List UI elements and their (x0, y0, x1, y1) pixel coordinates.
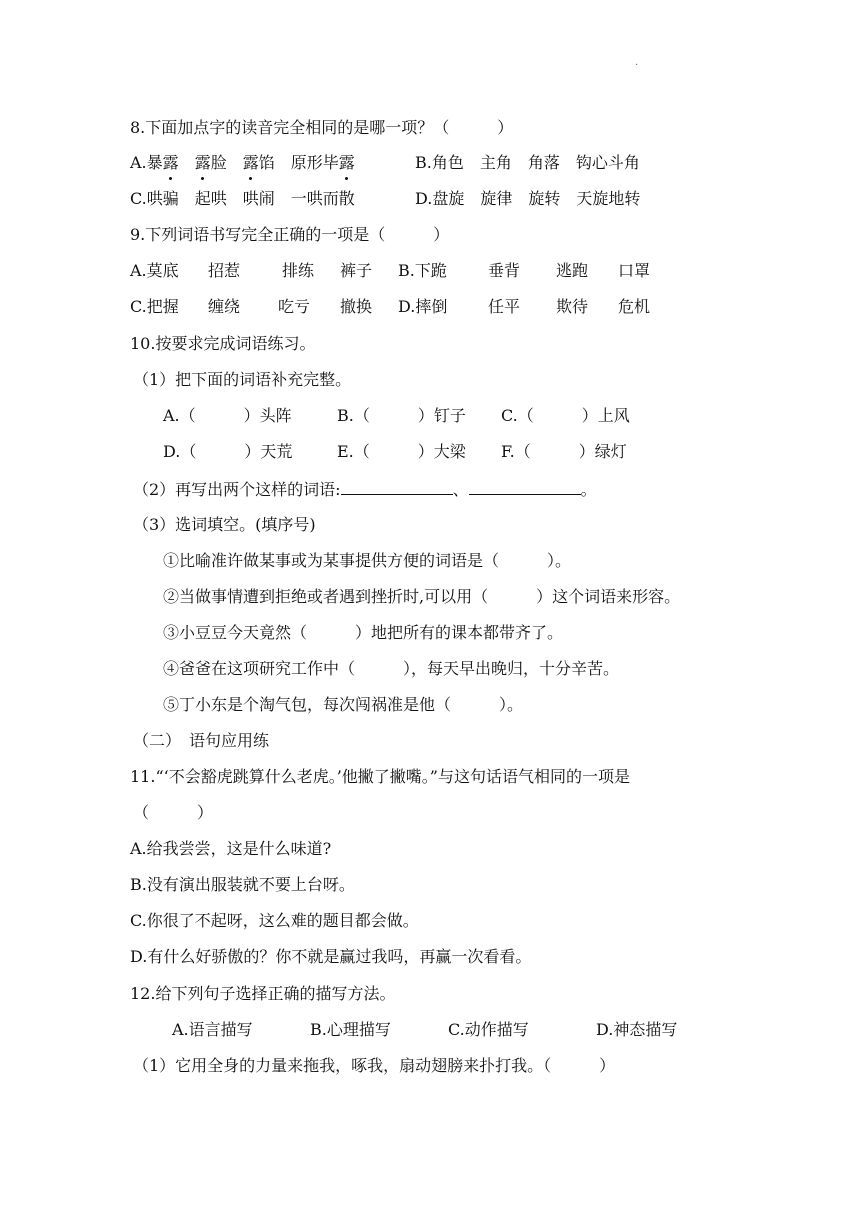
header-dot: · (635, 60, 639, 71)
q11-answer-paren: （ ） (133, 803, 214, 822)
q9-stem: 9.下列词语书写完全正确的一项是（ ） (130, 225, 450, 244)
q8-option-c: C.哄骗 起哄 哄闹 一哄而散 (130, 189, 355, 208)
q10-part-1: （1）把下面的词语补充完整。 (133, 370, 352, 389)
q8-option-d: D.盘旋 旋律 旋转 天旋地转 (415, 189, 641, 208)
emphasis-dot-char: 露 (162, 153, 179, 172)
emphasis-dot-char: 露 (194, 153, 211, 172)
q10-item-5: ⑤丁小东是个淘气包，每次闯祸准是他（ ）。 (163, 695, 524, 714)
q9-row-2: C.把握 缠绕 吃亏 撤换 D.摔倒 任平 欺待 危机 (130, 297, 651, 316)
q8-stem: 8.下面加点字的读音完全相同的是哪一项？（ ） (130, 118, 514, 137)
q8-option-a: A.暴露 露脸 露馅 原形毕露 (130, 153, 355, 172)
q12-stem: 12.给下列句子选择正确的描写方法。 (130, 984, 396, 1003)
q11-option-a: A.给我尝尝，这是什么味道? (130, 839, 332, 858)
q10-item-4: ④爸爸在这项研究工作中（ ），每天早出晚归，十分辛苦。 (163, 659, 620, 678)
q8-option-b: B.角色 主角 角落 钩心斗角 (415, 153, 640, 172)
answer-blank[interactable] (469, 479, 581, 495)
section-heading: （二） 语句应用练 (133, 731, 270, 750)
q11-stem: 11.“‘不会豁虎跳算什么老虎。’他撇了撇嘴。”与这句话语气相同的一项是 (130, 767, 630, 786)
q10-fill-row-2: D.（ ）天荒 E.（ ）大梁 F.（ ）绿灯 (163, 442, 627, 461)
q11-option-c: C.你很了不起呀，这么难的题目都会做。 (130, 911, 419, 930)
q10-fill-row-1: A.（ ）头阵 B.（ ）钉子 C.（ ）上风 (163, 406, 630, 425)
q10-item-2: ②当做事情遭到拒绝或者遇到挫折时,可以用（ ）这个词语来形容。 (163, 587, 681, 606)
q10-part-2: （2）再写出两个这样的词语: 、 。 (133, 480, 597, 499)
q10-part-3: （3）选词填空。(填序号) (133, 515, 316, 534)
q11-option-b: B.没有演出服装就不要上台呀。 (130, 875, 355, 894)
q10-stem: 10.按要求完成词语练习。 (130, 334, 316, 353)
q10-item-3: ③小豆豆今天竟然（ ）地把所有的课本都带齐了。 (163, 623, 564, 642)
answer-blank[interactable] (341, 479, 453, 495)
emphasis-dot-char: 露 (242, 153, 259, 172)
emphasis-dot-char: 露 (338, 153, 355, 172)
q11-option-d: D.有什么好骄傲的？你不就是赢过我吗，再赢一次看看。 (130, 947, 532, 966)
q12-methods: A.语言描写 B.心理描写 C.动作描写 D.神态描写 (172, 1020, 678, 1039)
q9-row-1: A.莫底 招惹 排练 裤子 B.下跪 垂背 逃跑 口罩 (130, 261, 651, 280)
q12-sentence-1: （1）它用全身的力量来拖我，啄我，扇动翅膀来扑打我。（ ） (133, 1056, 616, 1075)
q10-item-1: ①比喻准许做某事或为某事提供方便的词语是（ ）。 (163, 551, 572, 570)
